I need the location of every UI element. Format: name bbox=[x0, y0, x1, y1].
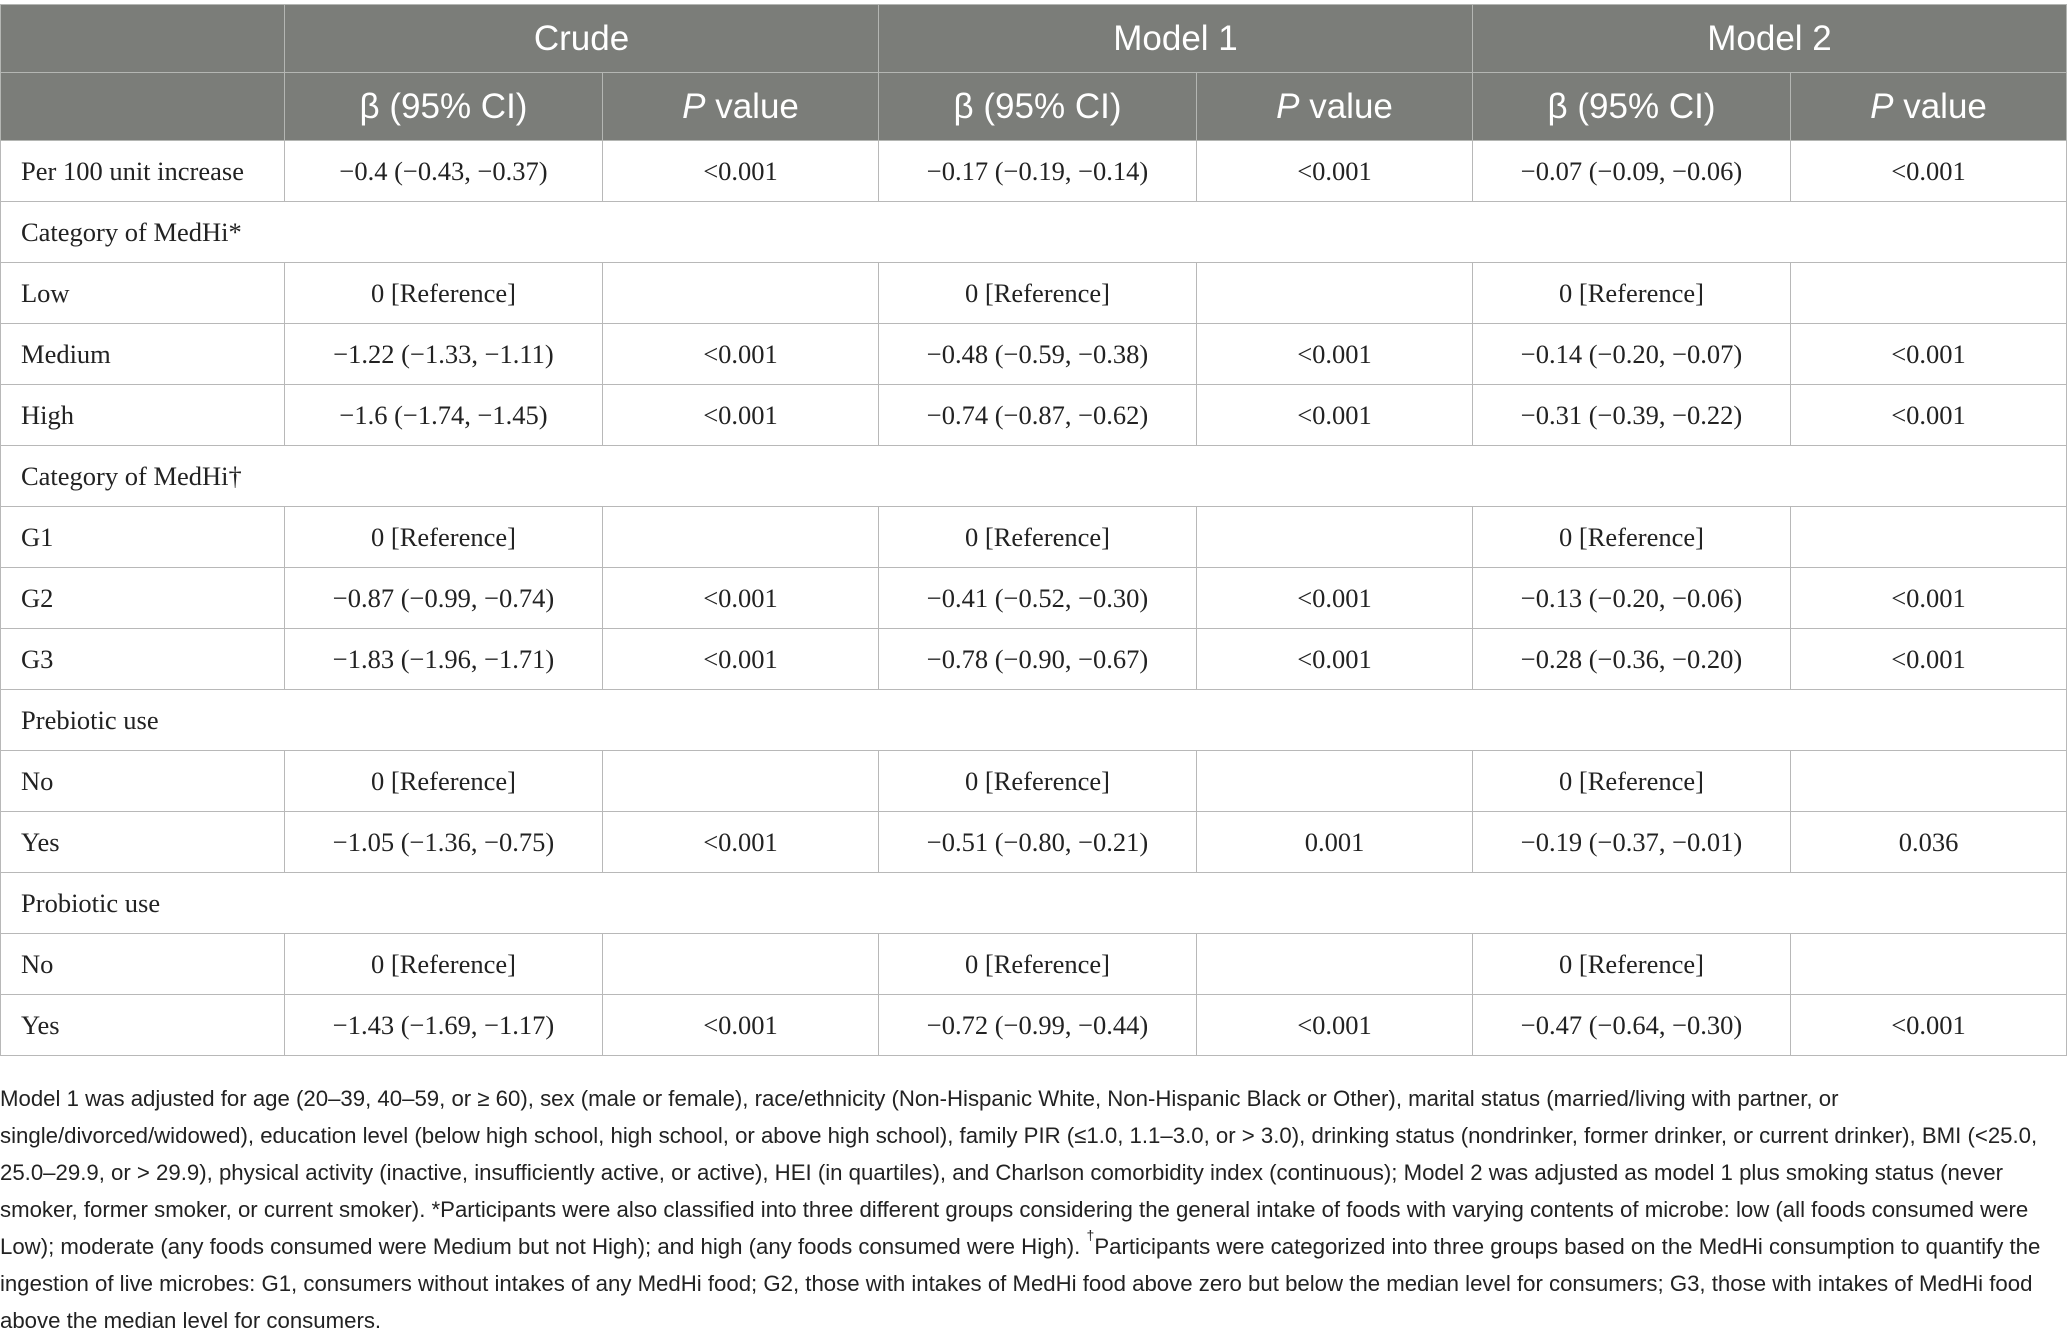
beta-ci-cell: −0.87 (−0.99, −0.74) bbox=[285, 568, 603, 629]
p-value-cell bbox=[603, 507, 879, 568]
beta-ci-cell: −0.47 (−0.64, −0.30) bbox=[1473, 995, 1791, 1056]
beta-ci-cell: −1.05 (−1.36, −0.75) bbox=[285, 812, 603, 873]
table-row bbox=[1, 507, 2067, 568]
table-row bbox=[1, 629, 2067, 690]
header-p-value bbox=[1791, 73, 2067, 141]
row-label: Medium bbox=[1, 324, 285, 385]
beta-ci-cell: 0 [Reference] bbox=[285, 934, 603, 995]
p-value-cell: <0.001 bbox=[1197, 629, 1473, 690]
p-value-cell: 0.036 bbox=[1791, 812, 2067, 873]
table-row bbox=[1, 324, 2067, 385]
beta-ci-cell: −0.31 (−0.39, −0.22) bbox=[1473, 385, 1791, 446]
section-label: Probiotic use bbox=[1, 873, 2067, 934]
section-row bbox=[1, 446, 2067, 507]
p-value-cell: <0.001 bbox=[1197, 568, 1473, 629]
beta-ci-cell: −0.14 (−0.20, −0.07) bbox=[1473, 324, 1791, 385]
dagger-mark: † bbox=[1086, 1227, 1095, 1243]
p-value-cell bbox=[1197, 263, 1473, 324]
header-row-stats bbox=[1, 73, 2067, 141]
row-label: G3 bbox=[1, 629, 285, 690]
section-label: Category of MedHi* bbox=[1, 202, 2067, 263]
header-beta-ci: β (95% CI) bbox=[879, 73, 1197, 141]
p-value-cell: <0.001 bbox=[603, 812, 879, 873]
beta-ci-cell: −0.28 (−0.36, −0.20) bbox=[1473, 629, 1791, 690]
p-value-cell: <0.001 bbox=[1791, 568, 2067, 629]
beta-ci-cell: −0.48 (−0.59, −0.38) bbox=[879, 324, 1197, 385]
row-label: Per 100 unit increase bbox=[1, 141, 285, 202]
footnote-text-2: Participants were categorized into three groups based on the MedHi consumption to quantify the ingestion of live microbes: G1, consumers without intakes of any MedHi food; G2, those with intakes of MedHi food above zero but below the median level for consumers; G3, those with intakes of MedHi food above the median level for consumers. bbox=[0, 1234, 2041, 1333]
beta-ci-cell: −0.41 (−0.52, −0.30) bbox=[879, 568, 1197, 629]
p-value-cell: <0.001 bbox=[1791, 141, 2067, 202]
beta-ci-cell: 0 [Reference] bbox=[1473, 934, 1791, 995]
header-model-2: Model 2 bbox=[1473, 5, 2067, 73]
p-value-cell: <0.001 bbox=[1791, 324, 2067, 385]
regression-results-table bbox=[0, 4, 2067, 1056]
beta-ci-cell: −0.4 (−0.43, −0.37) bbox=[285, 141, 603, 202]
row-label: No bbox=[1, 751, 285, 812]
footnote-text-1: Model 1 was adjusted for age (20–39, 40–59, or ≥ 60), sex (male or female), race/ethnicity (Non-Hispanic White, Non-Hispanic Black or Other), marital status (married/living with partner, or single/divorced/widowed), education level (below high school, high school, or above high school), family PIR (≤1.0, 1.1–3.0, or > 3.0), drinking status (nondrinker, former drinker, or current drinker), BMI (<25.0, 25.0–29.9, or > 29.9), physical activity (inactive, insufficiently active, or active), HEI (in quartiles), and Charlson comorbidity index (continuous); Model 2 was adjusted as model 1 plus smoking status (never smoker, former smoker, or current smoker). *Participants were also classified into three different groups considering the general intake of foods with varying contents of microbe: low (all foods consumed were Low); moderate (any foods consumed were Medium but not High); and high (any foods consumed were High). bbox=[0, 1086, 2038, 1259]
header-row-groups bbox=[1, 5, 2067, 73]
beta-ci-cell: −0.72 (−0.99, −0.44) bbox=[879, 995, 1197, 1056]
p-value-cell: <0.001 bbox=[1791, 385, 2067, 446]
p-value-cell bbox=[603, 934, 879, 995]
row-label: G2 bbox=[1, 568, 285, 629]
table-body bbox=[1, 141, 2067, 1056]
table-row bbox=[1, 934, 2067, 995]
header-blank-cell bbox=[1, 73, 285, 141]
header-blank-cell bbox=[1, 5, 285, 73]
section-row bbox=[1, 873, 2067, 934]
section-label: Category of MedHi† bbox=[1, 446, 2067, 507]
row-label: G1 bbox=[1, 507, 285, 568]
p-value-cell bbox=[603, 751, 879, 812]
beta-ci-cell: −0.19 (−0.37, −0.01) bbox=[1473, 812, 1791, 873]
p-value-cell: <0.001 bbox=[1791, 629, 2067, 690]
table-row bbox=[1, 568, 2067, 629]
p-value-cell bbox=[1791, 507, 2067, 568]
header-p-value bbox=[603, 73, 879, 141]
header-crude: Crude bbox=[285, 5, 879, 73]
section-row bbox=[1, 202, 2067, 263]
table-row bbox=[1, 995, 2067, 1056]
p-value-cell bbox=[1197, 934, 1473, 995]
p-value-cell: <0.001 bbox=[603, 995, 879, 1056]
beta-ci-cell: 0 [Reference] bbox=[1473, 751, 1791, 812]
table-row bbox=[1, 812, 2067, 873]
p-value-cell bbox=[1197, 507, 1473, 568]
p-letter: P bbox=[682, 86, 706, 126]
beta-ci-cell: 0 [Reference] bbox=[879, 751, 1197, 812]
beta-ci-cell: −1.22 (−1.33, −1.11) bbox=[285, 324, 603, 385]
p-value-word: value bbox=[705, 86, 799, 126]
beta-ci-cell: 0 [Reference] bbox=[879, 507, 1197, 568]
p-letter: P bbox=[1870, 86, 1894, 126]
results-table-container bbox=[0, 4, 2066, 1056]
beta-ci-cell: −1.43 (−1.69, −1.17) bbox=[285, 995, 603, 1056]
p-value-word: value bbox=[1893, 86, 1987, 126]
row-label: Low bbox=[1, 263, 285, 324]
table-row bbox=[1, 751, 2067, 812]
p-value-cell: <0.001 bbox=[603, 324, 879, 385]
beta-ci-cell: −0.78 (−0.90, −0.67) bbox=[879, 629, 1197, 690]
p-value-cell: 0.001 bbox=[1197, 812, 1473, 873]
beta-ci-cell: −0.51 (−0.80, −0.21) bbox=[879, 812, 1197, 873]
p-value-cell bbox=[1791, 934, 2067, 995]
table-row bbox=[1, 263, 2067, 324]
beta-ci-cell: 0 [Reference] bbox=[1473, 263, 1791, 324]
row-label: High bbox=[1, 385, 285, 446]
p-value-cell: <0.001 bbox=[1791, 995, 2067, 1056]
beta-ci-cell: −0.07 (−0.09, −0.06) bbox=[1473, 141, 1791, 202]
p-value-cell: <0.001 bbox=[603, 385, 879, 446]
p-value-cell: <0.001 bbox=[1197, 385, 1473, 446]
beta-ci-cell: −0.17 (−0.19, −0.14) bbox=[879, 141, 1197, 202]
section-row bbox=[1, 690, 2067, 751]
p-letter: P bbox=[1276, 86, 1300, 126]
beta-ci-cell: 0 [Reference] bbox=[285, 507, 603, 568]
header-beta-ci: β (95% CI) bbox=[285, 73, 603, 141]
beta-ci-cell: −0.74 (−0.87, −0.62) bbox=[879, 385, 1197, 446]
p-value-cell: <0.001 bbox=[1197, 141, 1473, 202]
beta-ci-cell: 0 [Reference] bbox=[285, 263, 603, 324]
beta-ci-cell: 0 [Reference] bbox=[1473, 507, 1791, 568]
beta-ci-cell: 0 [Reference] bbox=[879, 934, 1197, 995]
table-footnote bbox=[0, 1080, 2050, 1339]
header-p-value bbox=[1197, 73, 1473, 141]
p-value-cell: <0.001 bbox=[603, 629, 879, 690]
row-label: Yes bbox=[1, 995, 285, 1056]
header-model-1: Model 1 bbox=[879, 5, 1473, 73]
p-value-cell bbox=[603, 263, 879, 324]
p-value-cell bbox=[1197, 751, 1473, 812]
section-label: Prebiotic use bbox=[1, 690, 2067, 751]
p-value-cell: <0.001 bbox=[1197, 995, 1473, 1056]
table-row bbox=[1, 141, 2067, 202]
p-value-cell bbox=[1791, 751, 2067, 812]
beta-ci-cell: −1.6 (−1.74, −1.45) bbox=[285, 385, 603, 446]
beta-ci-cell: 0 [Reference] bbox=[285, 751, 603, 812]
beta-ci-cell: 0 [Reference] bbox=[879, 263, 1197, 324]
row-label: Yes bbox=[1, 812, 285, 873]
row-label: No bbox=[1, 934, 285, 995]
p-value-word: value bbox=[1299, 86, 1393, 126]
table-row bbox=[1, 385, 2067, 446]
p-value-cell: <0.001 bbox=[603, 141, 879, 202]
beta-ci-cell: −0.13 (−0.20, −0.06) bbox=[1473, 568, 1791, 629]
header-beta-ci: β (95% CI) bbox=[1473, 73, 1791, 141]
beta-ci-cell: −1.83 (−1.96, −1.71) bbox=[285, 629, 603, 690]
p-value-cell: <0.001 bbox=[1197, 324, 1473, 385]
p-value-cell: <0.001 bbox=[603, 568, 879, 629]
p-value-cell bbox=[1791, 263, 2067, 324]
